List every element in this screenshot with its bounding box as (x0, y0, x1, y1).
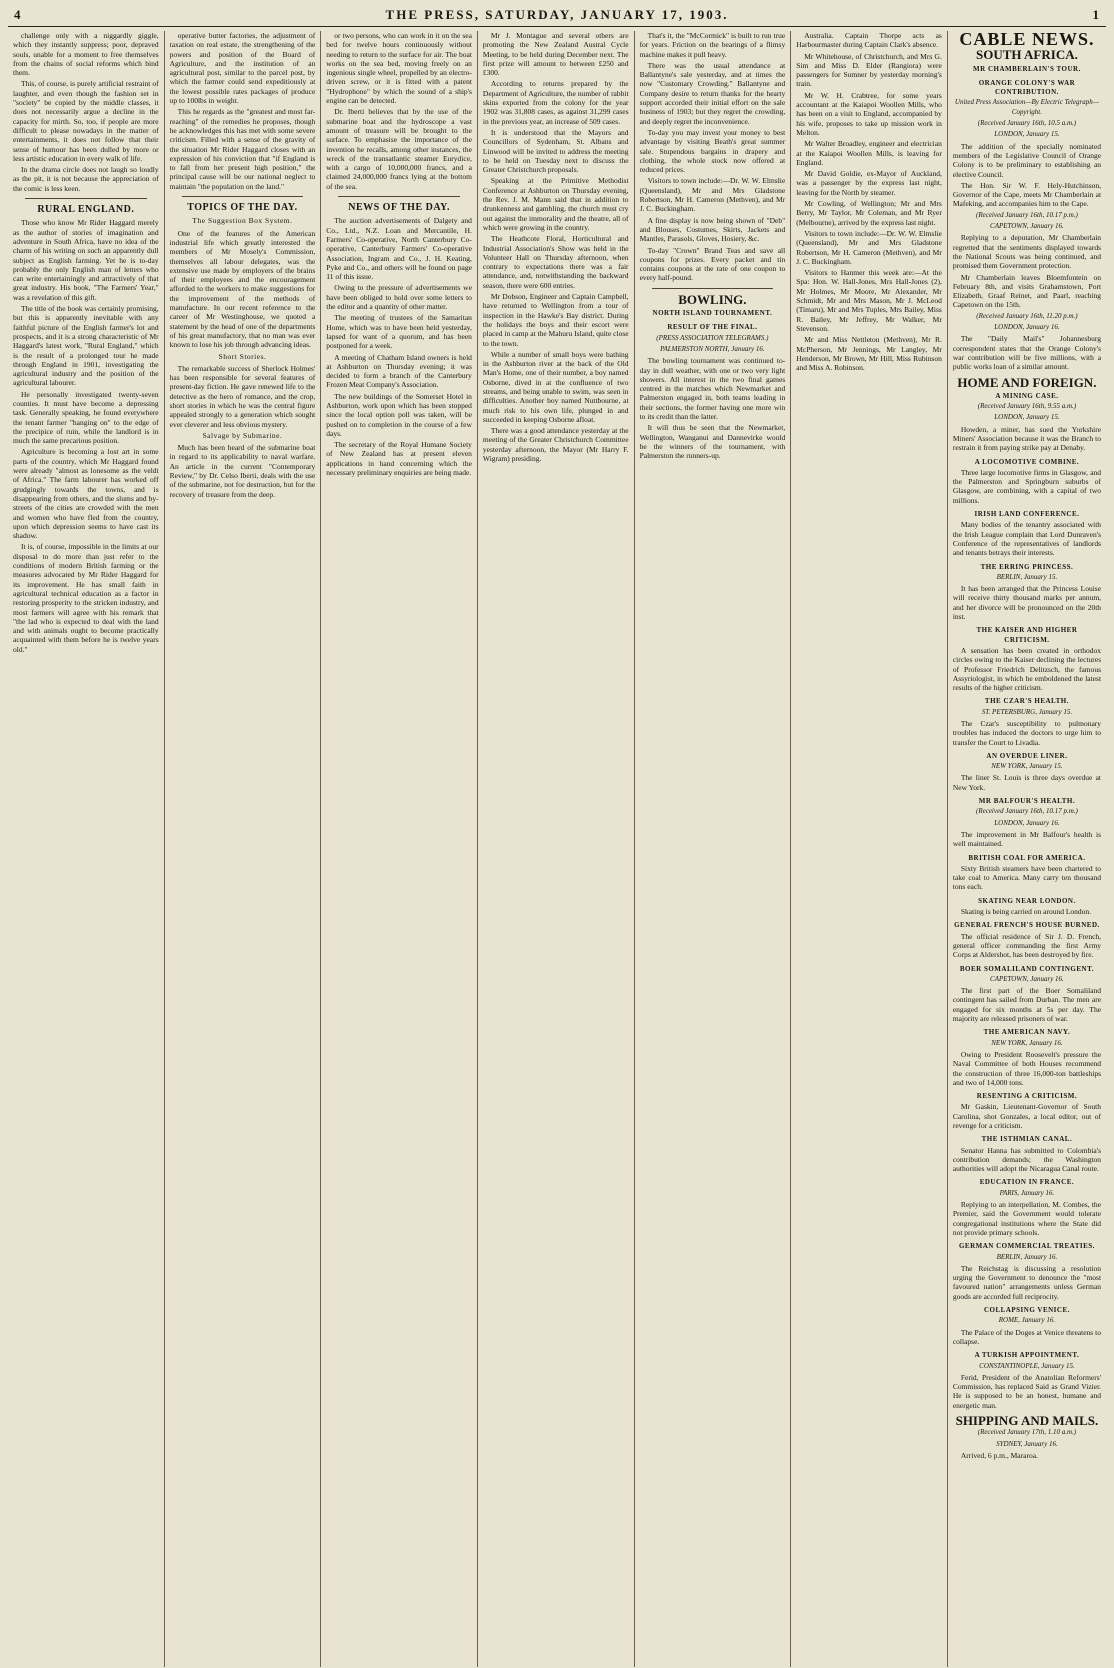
agency-line: United Press Association—By Electric Telegraph—Copyright. (954, 98, 1099, 116)
dateline: SYDNEY, January 16. (996, 1439, 1058, 1448)
side-heading: Salvage by Submarine. (202, 430, 283, 440)
subheadline: A TURKISH APPOINTMENT. (974, 1351, 1080, 1360)
paragraph: It will thus be seen that the Newmarket, Wellington, Wanganui and Dannevirke would be the winners of the tournament, with Palmerston the runners-up. (639, 423, 786, 461)
divider (25, 198, 147, 199)
paragraph: He personally investigated twenty-seven counties. It must have become a depressing task. Generally speaking, he found everywhere the tenant farmer "hanging on" to the edge of the precipice of ruin, while the landlord is in much the same precarious position. (13, 389, 159, 446)
paragraph: In the drama circle does not laugh so loudly as the pit, it is not because the appreciation of the comic is less keen. (13, 165, 159, 193)
paragraph: The liner St. Louis is three days overdue at New York. (952, 773, 1102, 792)
masthead-title: THE PRESS, SATURDAY, JANUARY 17, 1903. (385, 7, 729, 22)
subheadline: THE AMERICAN NAVY. (983, 1028, 1071, 1037)
paragraph: There was a good attendance yesterday at the meeting of the Greater Christchurch Committee yesterday afternoon, the Mayor (Mr Harry F. Wigram) presiding. (482, 426, 629, 464)
paragraph: Mr Gaskin, Lieutenant-Governor of South Carolina, shot Gonzales, a local editor, out of revenge for a criticism. (952, 1102, 1102, 1130)
paragraph: Senator Hanna has submitted to Colombia's contribution demands; the Washington authorities will adopt the Nicaragua Canal route. (952, 1145, 1102, 1174)
paragraph: Visitors to town include:—Dr. W. W. Elmslie (Queensland), Mr and Mrs Gladstone Robertson, Mr H. Cameron (Methven), and Mr J. C. Buckingham. (796, 228, 942, 266)
paragraph: Three large locomotive firms in Glasgow, and the Palmerston and Springburn suburbs of Glasgow, are combining, with a capital of two millions. (952, 467, 1102, 505)
divider (182, 196, 304, 197)
paragraph: That's it, the "McCormick" is built to run true for years. Friction on the bearings of a flimsy machine makes it pull heavy. (639, 31, 786, 59)
received-line: (Received January 16th, 10.17 p.m.) (976, 807, 1078, 816)
paragraph: Australia. Captain Thorpe acts as Harbourmaster during Captain Clark's absence. (796, 31, 942, 50)
subheadline: BOER SOMALILAND CONTINGENT. (959, 964, 1094, 973)
paragraph: The Heathcote Floral, Horticultural and Industrial Association's Show was held in the Volunteer Hall on Thursday afternoon, when contrary to expectations there was a fair attendance, and, notwithstanding the backward season, there were 600 entries. (482, 234, 629, 290)
agency-line: (PRESS ASSOCIATION TELEGRAMS.) (656, 333, 769, 342)
paragraph: Mr David Goldie, ex-Mayor of Auckland, was a passenger by the express last night, leaving for the North by steamer. (796, 169, 942, 197)
divider (338, 196, 460, 197)
paragraph: The auction advertisements of Dalgety and Co., Ltd., N.Z. Loan and Mercantile, H. Farmers' Co-operative, North Canterbury Co-operative, Canterbury Farmers' Co-operative Association, Ingram and Co., J. H. Keating, Pyke and Co., and others will be found on page 11 of this issue. (326, 216, 472, 282)
column-6 (791, 31, 948, 1667)
subheadline: IRISH LAND CONFERENCE. (974, 510, 1080, 519)
subheadline: THE KAISER AND HIGHER CRITICISM. (976, 626, 1078, 644)
paragraph: Visitors to town include:—Dr. W. W. Elmslie (Queensland), Mr and Mrs Gladstone Robertson, Mr H. Cameron (Methven), and Mr J. C. Buckingham. (639, 176, 786, 214)
column-7 (948, 31, 1106, 1667)
paragraph: Skating is being carried on around London. (960, 907, 1092, 917)
subheadline: RESULT OF THE FINAL. (667, 323, 758, 332)
paragraph: This he regards as the "greatest and most far-reaching" of the remedies he proposes, though he acknowledges this has met with some severe criticism. Filled with a sense of the gravity of the situation Mr Rider Haggard closes with an expression of his conviction that "if England is to fall from her present high position," the principal cause will be our national neglect to maintain "the population on the land." (169, 107, 316, 191)
dateline: ST. PETERSBURG, January 15. (981, 707, 1073, 716)
paragraph: The title of the book was certainly promising, but this is apparently inevitable with any faithful picture of the English farmer's lot and prospects, and it is a strong characteristic of Mr Haggard's latest work, "Rural England," which is the result of a prolonged tour he made through England in 1901, investigating the agricultural industry and the position of the agricultural labourer. (13, 304, 159, 388)
paragraph: The Reichstag is discussing a resolution urging the Government to denounce the "most favoured nation" arrangements unless German goods are accorded full reciprocity. (952, 1263, 1102, 1301)
dateline: NEW YORK, January 16. (991, 1038, 1063, 1047)
paragraph: challenge only with a niggardly giggle, which they instantly suppress; poor, depraved souls, unable for a moment to free themselves from the chains of social reforms which bind them. (13, 31, 159, 78)
paragraph: It is, of course, impossible in the limits at our disposal to do more than just refer to the conditions of modern British farming or the measures advocated by Mr Rider Haggard for its improvement. He has small faith in agricultural technical education as a factor in restoring prosperity to the stricken industry, and most farmers will agree with his remark that "the lad who is expected to deal with the land and with animals ought to become practically acquainted with them before he is twelve years old." (13, 542, 159, 654)
paragraph: The official residence of Sir J. D. French, general officer commanding the first Army Corps at Aldershot, has been destroyed by fire. (952, 931, 1102, 960)
masthead (8, 4, 1106, 27)
paragraph: operative butter factories, the adjustment of taxation on real estate, the strengthening of the powers and position of the Board of Agriculture, and the institution of an agricultural post, similar to the parcel post, by which the farmer could send expeditiously at the lowest possible rates packages of produce up to 100lbs in weight. (169, 31, 316, 106)
paragraph: While a number of small boys were bathing in the Ashburton river at the back of the Old Man's Home, one of their number, a boy named Osborne, dived in at the confluence of two streams, and being unable to swim, was seen in difficulties. Another boy named Nuttbourne, at much risk to his own life, plunged in and succeeded in keeping Osborne afloat. (482, 349, 629, 424)
paragraph: Dr. Iberti believes that by the use of the submarine boat and the hydroscope a vast amount of treasure will be brought to the surface. To emphasise the importance of the invention he recalls, among other instances, the wreck of the transatlantic steamer Eurydice, with a cargo of 10,000,000 francs, and a claimed 24,000,000 francs lying at the bottom of the sea. (326, 107, 472, 191)
paragraph: The Czar's susceptibility to pulmonary troubles has induced the doctors to urge him to transfer the Court to Livadia. (952, 719, 1102, 747)
subheadline: AN OVERDUE LINER. (986, 751, 1068, 760)
paragraph: Replying to an interpellation, M. Combes, the Premier, said the Government would tolerate congregational institutions where the State did not provide primary schools. (952, 1200, 1102, 1237)
dateline: PALMERSTON NORTH, January 16. (660, 344, 765, 353)
subheadline: GERMAN COMMERCIAL TREATIES. (958, 1242, 1095, 1251)
paragraph: The bowling tournament was continued to-day in dull weather, with one or two very light showers. All interest in the two final games centred in the matches which Newmarket and Palmerston engaged in, both teams leading in their sections, the former having one more win to its credit than the latter. (639, 356, 786, 421)
subheadline: ORANGE COLONY'S WAR CONTRIBUTION. (978, 78, 1076, 97)
paragraph: The improvement in Mr Balfour's health is well maintained. (952, 829, 1102, 849)
paragraph: It has been arranged that the Princess Louise will receive thirty thousand marks per annum, and her divorce will be pronounced on the 20th inst. (952, 584, 1102, 622)
paragraph: Many bodies of the tenantry associated with the Irish League complain that Lord Dunraven's Conference of the representatives of landlords and tenants betrays their interests. (952, 520, 1102, 558)
dateline: LONDON, January 15. (994, 413, 1060, 422)
paragraph: The Palace of the Doges at Venice threatens to collapse. (952, 1327, 1102, 1346)
paragraph: The secretary of the Royal Humane Society of New Zealand has at present eleven applications in hand concerning which the necessary preliminary enquiries are being made. (326, 440, 472, 478)
column-2 (165, 31, 322, 1667)
dateline: CAPETOWN, January 16. (990, 222, 1064, 231)
paragraph: The addition of the specially nominated members of the Legislative Council of Orange Colony is to be preliminary to establishing an elective Council. (952, 141, 1102, 179)
received-line: (Received January 16th, 11.20 p.m.) (976, 311, 1078, 320)
paragraph: or two persons, who can work in it on the sea bed for twelve hours continuously without needing to return to the surface for air. The boat works on the sea bed, moving freely on an ingenious single wheel, propelled by an electro-driven screw, or it is fitted with a patent "Hydrophone" by which the sound of a ship's engine can be detected. (326, 31, 472, 106)
paragraph: Speaking at the Primitive Methodist Conference at Ashburton on Thursday evening, the Rev. J. M. Mann said that in addition to drunkenness and gambling, the church must cry out against the immorality and the theatre, all of which were growing in the country. (482, 176, 629, 232)
dateline: ROME, January 16. (998, 1316, 1056, 1325)
received-line: (Received January 16th, 9.55 a.m.) (977, 402, 1077, 411)
paragraph: Mr Walter Broadley, engineer and electrician at the Kaiapoi Woollen Mills, is leaving for England. (796, 139, 942, 167)
subheadline: MR CHAMBERLAIN'S TOUR. (973, 64, 1081, 73)
headline-news-of-the-day: NEWS OF THE DAY. (348, 202, 450, 214)
paragraph: A sensation has been created in orthodox circles owing to the Kaiser declining the lectures of Professor Friedrich Delitzsch, the famous Assyriologist, in which he emboldened the latest results of the higher criticism. (952, 645, 1102, 693)
headline-rural-england: RURAL ENGLAND. (37, 204, 135, 216)
columns (8, 31, 1106, 1667)
paragraph: To-day you may invest your money to best advantage by visiting Beath's great summer sale. Stupendous bargains in drapery and clothing, the whole stock now offered at reduced prices. (639, 127, 786, 175)
dateline: CAPETOWN, January 16. (990, 974, 1064, 983)
paragraph: Owing to President Roosevelt's pressure the Naval Committee of both Houses recommend the construction of three 16,000-ton battleships and two of 14,000 tons. (952, 1049, 1102, 1087)
divider (652, 288, 774, 289)
subheadline: NORTH ISLAND TOURNAMENT. (652, 309, 773, 318)
paragraph: The remarkable success of Sherlock Holmes' has been responsible for several features of present-day fiction. He gave renewed life to the detective as the hero of romance, and the crop, short stories in which he was the central figure appealed strongly to a generation which sought ever cleverer and less obvious mystery. (169, 363, 316, 429)
subheadline: SKATING NEAR LONDON. (978, 896, 1076, 905)
subheadline: THE ISTHMIAN CANAL. (981, 1135, 1073, 1144)
dateline: CONSTANTINOPLE, January 15. (979, 1361, 1075, 1370)
paragraph: Replying to a deputation, Mr Chamberlain regretted that the sentiments displayed towards the National Scouts was being continued, and promised them Government protection. (952, 233, 1102, 271)
paragraph: Those who know Mr Rider Haggard merely as the author of stories of imagination and adventure in South Africa, have no idea of the charm of his writing on such an apparently dull subject as English farming. Yet he is to-day probably the only English man of letters who can write entertainingly and attractively of that great industry. His book, "The Farmers' Year," was a revelation of this gift. (13, 218, 159, 302)
received-line: (Received January 17th, 1.10 a.m.) (977, 1428, 1077, 1437)
paragraph: Mr Whitehouse, of Christchurch, and Mrs G. Sim and Miss D. Elder (Rangiora) were passengers for Sumner by yesterday morning's train. (796, 51, 942, 89)
received-line: (Received January 16th, 10.17 p.m.) (976, 210, 1078, 219)
paragraph: Much has been heard of the submarine boat in regard to its applicability to naval warfare. An article in the current "Contemporary Review," by Dr. Celso Iberti, deals with the use of the submarine, not for destruction, but for the recovery of treasure from the deep. (169, 443, 316, 499)
headline-topics-of-the-day: TOPICS OF THE DAY. (187, 202, 298, 214)
column-5 (635, 31, 792, 1667)
paragraph: A fine display is now being shown of "Deb" and Blouses, Costumes, Skirts, Jackets and Mantles, Parasols, Gloves, Hosiery, &c. (639, 215, 786, 244)
paragraph: The meeting of trustees of the Samaritan Home, which was to have been held yesterday, lapsed for want of a quorum, and has been postponed for a week. (326, 313, 472, 351)
paragraph: One of the features of the American industrial life which greatly interested the members of Mr Mosely's Commission, themselves all labour delegates, was the extensive use made by employers of the brains of their employees and the encouragement afforded to the workers to make suggestions for the improvement of the methods of manufacture. In our recent reference to the career of Mr Westinghouse, we quoted a statement by the head of one of the departments of his great manufactory, that no man was ever known to lose his job through advancing ideas. (169, 228, 316, 350)
column-4 (478, 31, 635, 1667)
page-number-left: 4 (14, 7, 22, 22)
paragraph: The first part of the Boer Somaliland contingent has sailed from Durban. The men are engaged for six months at 5s per day. The majority are released prisoners of war. (952, 986, 1102, 1024)
paragraph: Visitors to Hanmer this week are:—At the Spa: Hon. W. Hall-Jones, Mrs Hall-Jones (2), Mr Holmes, Mr Moore, Mr Alexander, Mr Schmidt, Mr and Mrs Mason, Mr J. McLeod (Timaru), Mr and Mrs Tuples, Mrs Bailey, Miss R. Bailey, Mr Jeffrey, Mr Walker, Mr Stevenson. (796, 268, 942, 333)
paragraph: To-day "Crown" Brand Teas and save all coupons for prizes. Every packet and tin contains coupons at the rate of one coupon to every half-pound. (639, 245, 786, 283)
paragraph: Mr W. H. Crabtree, for some years accountant at the Kaiapoi Woollen Mills, who has been on a visit to England, accompanied by his wife, proposes to take up mission work in Melton. (796, 90, 942, 137)
dateline: BERLIN, January 16. (996, 1252, 1058, 1261)
side-heading: The Suggestion Box System. (192, 216, 293, 226)
page-number-right: 1 (1092, 7, 1100, 22)
paragraph: The "Daily Mail's" Johannesburg correspondent states that the Orange Colony's war contribution will be five millions, with a public works loan of a similar amount. (952, 334, 1102, 372)
subheadline: GENERAL FRENCH'S HOUSE BURNED. (954, 921, 1100, 930)
paragraph: The Hon. Sir W. F. Hely-Hutchinson, Governor of the Cape, meets Mr Chamberlain at Mafeking, and accompanies him to the Cape. (952, 180, 1102, 209)
paragraph: There was the usual attendance at Ballantyne's sale yesterday, and at times the now "Customary Crowding." Ballantyne and Company desire to return thanks for the hearty support accorded their initial effort on the sale business of 1903; but they regret the crowding, and deeply regret the inconvenience. (639, 60, 786, 126)
paragraph: It is understood that the Mayors and Councillors of Sydenham, St. Albans and Linwood will be invited to address the meeting to be held on Tuesday next to discuss the Greater Christchurch proposals. (482, 127, 629, 175)
paragraph: Mr and Miss Nettleton (Methven), Mr R. McPherson, Mr Jennings, Mr Langley, Mr Henderson, Mr Brown, Mr Hill, Miss Rubinson and Miss A. Robinson. (796, 335, 942, 373)
paragraph: This, of course, is purely artificial restraint of laughter, and even though the fashion set in "society" be copied by the middle classes, it does not necessarily argue a decline in the capacity for mirth. So, too, if people are more difficult to please nowadays in the matter of entertainments, it does not follow that their sense of humour has been dulled by more or less artistic education in every walk of life. (13, 79, 159, 163)
headline-home-and-foreign: HOME AND FOREIGN. (957, 374, 1097, 390)
dateline: PARIS, January 16. (999, 1188, 1055, 1197)
dateline: BERLIN, January 15. (996, 572, 1058, 581)
dateline: LONDON, January 15. (994, 130, 1060, 139)
subheadline: THE CZAR'S HEALTH. (984, 697, 1069, 706)
subheadline: MR BALFOUR'S HEALTH. (978, 797, 1076, 806)
paragraph: Sixty British steamers have been chartered to take coal to America. Many carry ten thousand tons each. (952, 863, 1102, 892)
dateline: NEW YORK, January 15. (991, 762, 1063, 771)
paragraph: According to returns prepared by the Department of Agriculture, the number of rabbit skins exported from the colony for the year 1902 was 31,808 cases, as against 31,299 cases in the previous year, an increase of 509 cases. (482, 79, 629, 126)
paragraph: The new buildings of the Somerset Hotel in Ashburton, work upon which has been stopped since the local option poll was taken, will be pushed on to completion in the course of a few days. (326, 391, 472, 438)
subheadline: A LOCOMOTIVE COMBINE. (974, 457, 1080, 466)
paragraph: Mr Cowling, of Wellington; Mr and Mrs Berry, Mr Taylor, Mr Coleman, and Mr Ryer (Melbourne), arrived by the express last night. (796, 199, 942, 227)
paragraph: Arrived, 6 p.m., Mararoa. (960, 1450, 1038, 1460)
column-1 (8, 31, 165, 1667)
received-line: (Received January 16th, 10.5 a.m.) (977, 119, 1077, 128)
paragraph: Agriculture is becoming a lost art in some parts of the country, which Mr Haggard found were already "almost as lonesome as the veldt of Africa." The farm labourer has worked off grudgingly towards the towns, and is disappearing from others, and the slums and by-streets of the cities are crowded with the men and women who have fled from the country, upon which depression seems to have cast its shadow. (13, 447, 159, 541)
headline-cable-news: CABLE NEWS. (959, 31, 1095, 49)
subheadline: EDUCATION IN FRANCE. (979, 1178, 1075, 1187)
subheadline: COLLAPSING VENICE. (983, 1306, 1070, 1315)
subheadline: THE ERRING PRINCESS. (980, 562, 1074, 571)
subheadline: RESENTING A CRITICISM. (976, 1092, 1078, 1101)
paragraph: Mr Chamberlain leaves Bloemfontein on February 8th, and visits Grahamstown, Port Elizabeth, Graaf Reinet, and Paarl, reaching Capetown on the 15th. (952, 272, 1102, 310)
paragraph: Howden, a miner, has sued the Yorkshire Miners' Association because it was the Branch to restrain it from paying strike pay at Denaby. (952, 424, 1102, 453)
paragraph: Ferid, President of the Anatolian Reformers' Commission, has replaced Said as Grand Vizier. He is supposed to be an honest, humane and energetic man. (952, 1372, 1102, 1410)
headline-south-africa: SOUTH AFRICA. (976, 47, 1078, 63)
subheadline: A MINING CASE. (995, 391, 1059, 400)
headline-shipping-and-mails: SHIPPING AND MAILS. (955, 1413, 1099, 1428)
paragraph: Owing to the pressure of advertisements we have been obliged to hold over some letters to the editor and a quantity of other matter. (326, 283, 472, 312)
column-3 (321, 31, 478, 1667)
dateline: LONDON, January 16. (994, 323, 1060, 332)
paragraph: Mr Dobson, Engineer and Captain Campbell, have returned to Wellington from a tour of inspection in the Hawke's Bay district. During the holidays the boys and their escort were placed in camp at the Mahuru Island, quite close to the town. (482, 292, 629, 348)
side-heading: Short Stories. (218, 351, 267, 361)
dateline: LONDON, January 16. (994, 818, 1060, 827)
headline-bowling: BOWLING. (678, 291, 747, 307)
subheadline: BRITISH COAL FOR AMERICA. (968, 853, 1086, 862)
paragraph: A meeting of Chatham Island owners is held at Ashburton on Thursday evening; it was decided to form a branch of the Canterbury Frozen Meat Company's Association. (326, 352, 472, 390)
paragraph: Mr J. Montague and several others are promoting the New Zealand Austral Cycle Meeting, to be held during December next. The first prize will amount to between £250 and £300. (482, 31, 629, 78)
